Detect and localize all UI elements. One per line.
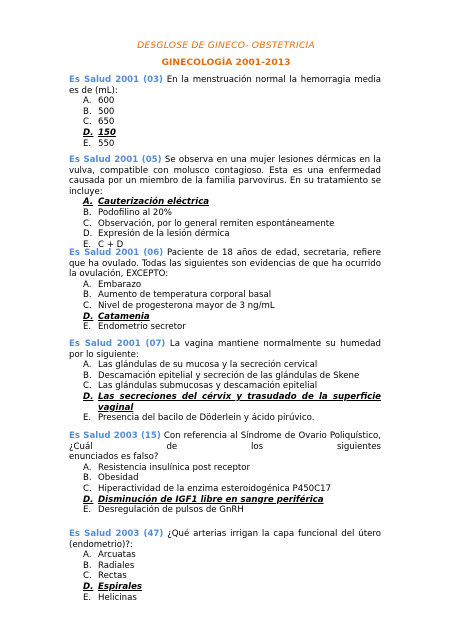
question-2-options [69,197,381,250]
question-3-source: Es Salud 2001 (06) [69,248,164,258]
option [69,96,381,107]
question-4-source: Es Salud 2001 (07) [69,339,166,349]
option [69,371,381,382]
option-letter: B. [83,290,92,301]
option-letter: E. [83,413,92,424]
correct-option [69,197,381,208]
option-letter: D. [83,581,94,592]
option-text: Espirales [98,581,143,592]
option [69,322,381,333]
option-text: Resistencia insulínica post receptor [98,462,251,473]
question-6 [69,529,381,603]
option-text: Catamenia [98,311,150,322]
option-letter: B. [83,560,92,571]
correct-option [69,582,381,593]
option-letter: B. [83,207,92,218]
option-letter: E. [83,239,92,250]
option-letter: A. [83,279,92,290]
option-text: Descamación epitelial y secreción de las glándulas de Skene [98,370,360,381]
option [69,280,381,291]
correct-option [69,495,381,506]
option-letter: A. [83,462,92,473]
question-1-source: Es Salud 2001 (03) [69,75,163,85]
question-1-options [69,96,381,149]
question-6-options [69,550,381,603]
option-letter: C. [83,117,92,128]
option-text: 600 [98,96,115,107]
option [69,381,381,392]
correct-option [69,312,381,323]
document-title: DESGLOSE DE GINECO- OBSTETRICIA [137,40,315,51]
question-4-stem [69,339,381,360]
option-text: Cauterización eléctrica [98,197,210,208]
option-letter: D. [83,127,94,138]
question-4-text: La vagina mantiene normalmente su humedad por lo siguiente: [69,339,381,360]
option-letter: E. [83,138,92,149]
option-text: 500 [98,106,115,117]
option-letter: D. [83,311,94,322]
option-text: Desregulación de pulsos de GnRH [98,505,244,516]
question-5-text-line-2: enunciados es falso? [69,452,159,463]
option-letter: C. [83,300,92,311]
option-letter: A. [83,360,92,371]
option-text: Endometrio secretor [98,322,186,333]
option-letter: B. [83,370,92,381]
option-text: Expresión de la lesión dérmica [98,229,230,240]
question-1 [69,75,381,149]
option [69,505,381,516]
option-letter: C. [83,381,92,392]
option-text: Presencia del bacilo de Döderlein y ácido pirúvico. [98,413,315,424]
question-4 [69,339,381,424]
document-subtitle: GINECOLOGÍA 2001-2013 [161,57,291,68]
option [69,473,381,484]
question-2-source: Es Salud 2001 (05) [69,155,162,165]
question-2-text: Se observa en una mujer lesiones dérmicas en la vulva, compatible con molusco contagioso. Esta es una enfermedad causada por un miembro de la familia parvovirus. En su tratamiento se incluye: [69,155,382,197]
option-letter: E. [83,505,92,516]
question-5-stem [69,431,381,452]
question-2-stem [69,155,381,197]
option [69,117,381,128]
option-text: 650 [98,117,115,128]
option-letter: A. [83,96,92,107]
option-letter: C. [83,218,92,229]
option-text: Las glándulas de su mucosa y la secreción cervical [98,360,318,371]
option-letter: A. [83,197,94,208]
option [69,571,381,582]
option-text: Disminución de IGF1 libre en sangre periférica [98,494,324,505]
option-letter: E. [83,322,92,333]
option [69,107,381,118]
option-text: Las secreciones del cérvix y trasudado de la superficie vaginal [98,391,381,413]
option-text: Observación, por lo general remiten espontáneamente [98,218,335,229]
option-letter: D. [83,229,93,240]
question-3-text: Paciente de 18 años de edad, secretaria, refiere que ha ovulado. Todas las siguientes son evidencias de que ha ocurrido la ovulación, EXCEPTO: [69,248,381,280]
option-text: C + D [98,239,124,250]
option-letter: C. [83,571,92,582]
option-text: Obesidad [98,473,139,484]
option [69,301,381,312]
option-text: Podofilino al 20% [98,207,172,218]
option [69,229,381,240]
question-3-options [69,280,381,333]
option [69,360,381,371]
option-text: 150 [98,127,116,138]
option-letter: E. [83,592,92,603]
question-3 [69,248,381,333]
question-5 [69,431,381,516]
question-4-options [69,360,381,424]
question-5-text-line-1: Con referencia al Síndrome de Ovario Poliquístico, ¿Cuál de los siguientes [69,431,381,452]
option-letter: D. [83,494,94,505]
option [69,561,381,572]
question-1-text: En la menstruación normal la hemorragia media es de (mL): [69,75,381,96]
correct-option [69,392,381,413]
option-text: Embarazo [98,279,142,290]
question-1-stem [69,75,381,96]
option-text: Radiales [98,560,135,571]
question-6-source: Es Salud 2003 (47) [69,529,164,539]
option-letter: A. [83,550,92,561]
option-text: Helicinas [98,592,137,603]
option-letter: B. [83,473,92,484]
question-6-stem [69,529,381,550]
option [69,290,381,301]
option-text: Hiperactividad de la enzima esteroidogénica P450C17 [98,483,332,494]
option-text: 550 [98,138,115,149]
correct-option [69,128,381,139]
question-6-text: ¿Qué arterias irrigan la capa funcional del útero (endometrio)?: [69,529,381,550]
option-text: Nivel de progesterona mayor de 3 ng/mL [98,300,275,311]
option-text: Las glándulas submucosas y descamación epitelial [98,381,318,392]
option [69,550,381,561]
option-letter: C. [83,483,92,494]
option [69,139,381,150]
option [69,219,381,230]
option [69,484,381,495]
question-3-stem [69,248,381,280]
option-letter: B. [83,106,92,117]
option [69,463,381,474]
option [69,208,381,219]
option-text: Rectas [98,571,127,582]
question-5-source: Es Salud 2003 (15) [69,431,161,441]
question-5-options [69,463,381,516]
option-text: Arcuatas [98,550,136,561]
option-text: Aumento de temperatura corporal basal [98,290,272,301]
question-2 [69,155,381,250]
option-letter: D. [83,391,94,402]
option [69,413,381,424]
option [69,593,381,604]
